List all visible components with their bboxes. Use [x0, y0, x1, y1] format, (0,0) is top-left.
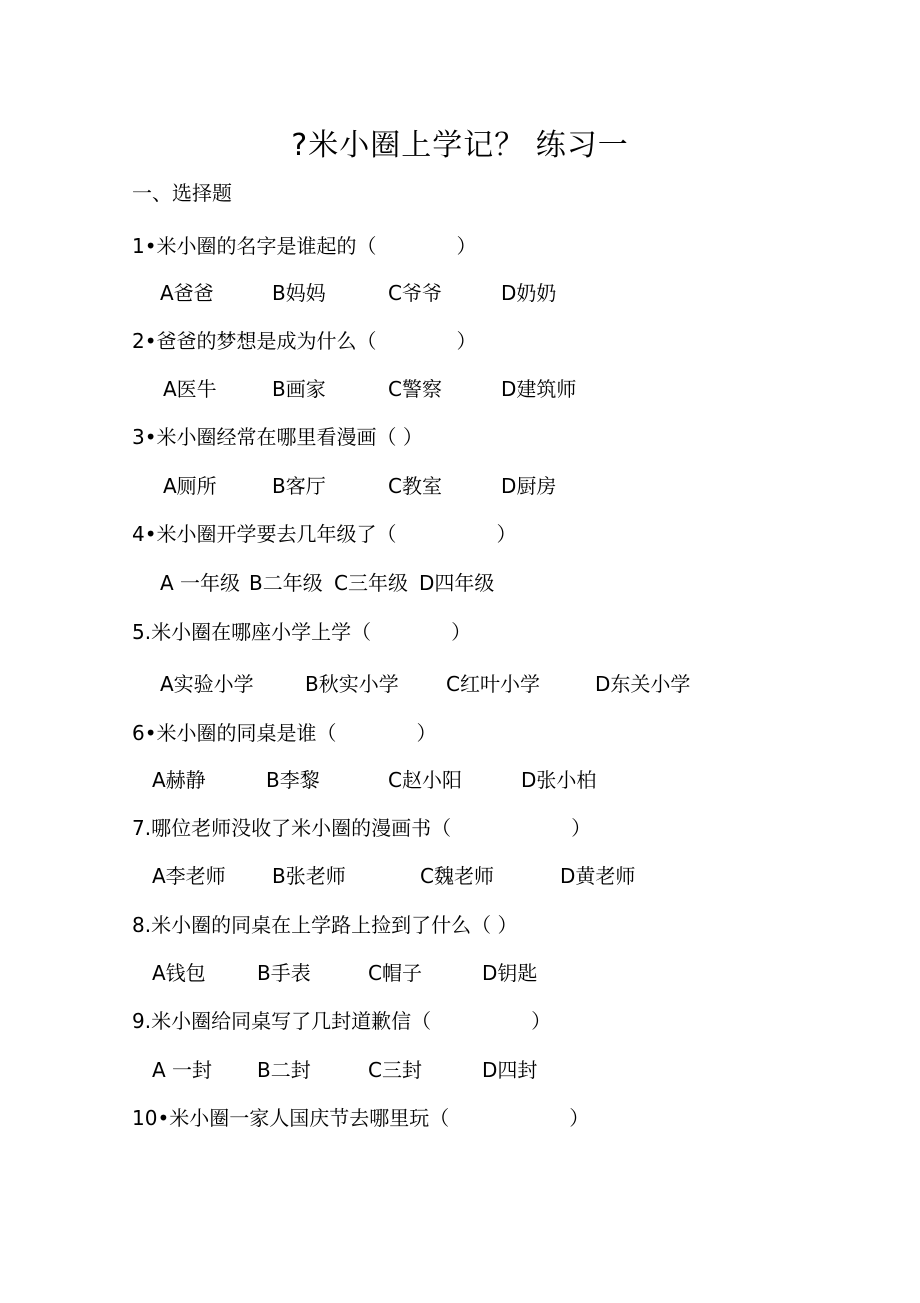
question-3-option-a: A厕所: [163, 474, 217, 498]
question-6-option-b: B李黎: [266, 768, 320, 792]
question-6-option-c: C赵小阳: [388, 768, 462, 792]
question-5-option-b: B秋实小学: [305, 672, 399, 696]
question-1-option-c: C爷爷: [388, 281, 442, 305]
question-5: 5.米小圈在哪座小学上学（ ）: [132, 620, 472, 644]
question-6-option-d: D张小柏: [521, 768, 597, 792]
question-10: 10•米小圈一家人国庆节去哪里玩（ ）: [132, 1106, 590, 1130]
question-8-option-a: A钱包: [152, 961, 206, 985]
question-5-option-c: C红叶小学: [446, 672, 540, 696]
question-2-option-b: B画家: [272, 377, 326, 401]
question-5-option-d: D东关小学: [595, 672, 691, 696]
question-4-option-c: C三年级: [334, 571, 408, 595]
question-3-option-c: C教室: [388, 474, 442, 498]
question-1: 1•米小圈的名字是谁起的（ ）: [132, 234, 477, 258]
question-9-option-c: C三封: [368, 1058, 422, 1082]
question-3: 3•米小圈经常在哪里看漫画（ ）: [132, 425, 423, 449]
question-5-option-a: A实验小学: [160, 672, 254, 696]
question-6-option-a: A赫静: [152, 768, 206, 792]
question-1-option-b: B妈妈: [272, 281, 326, 305]
question-9-option-b: B二封: [257, 1058, 311, 1082]
question-3-option-d: D厨房: [501, 474, 557, 498]
question-7-option-c: C魏老师: [420, 864, 494, 888]
question-8-option-c: C帽子: [368, 961, 422, 985]
question-9: 9.米小圈给同桌写了几封道歉信（ ）: [132, 1009, 552, 1033]
question-7-option-d: D黄老师: [560, 864, 636, 888]
question-4: 4•米小圈开学要去几年级了（ ）: [132, 522, 517, 546]
question-4-option-a: A 一年级: [160, 571, 241, 595]
page-title: ?米小圈上学记？ 练习一: [291, 128, 629, 163]
question-3-option-b: B客厅: [272, 474, 326, 498]
question-8-option-b: B手表: [257, 961, 311, 985]
question-4-option-b: B二年级: [249, 571, 323, 595]
question-1-option-a: A爸爸: [160, 281, 214, 305]
question-4-option-d: D四年级: [419, 571, 495, 595]
question-8-option-d: D钥匙: [482, 961, 538, 985]
question-9-option-d: D四封: [482, 1058, 538, 1082]
question-9-option-a: A 一封: [152, 1058, 213, 1082]
section-heading: 一、选择题: [132, 181, 232, 205]
question-2-option-a: A医牛: [163, 377, 217, 401]
question-6: 6•米小圈的同桌是谁（ ）: [132, 721, 437, 745]
question-1-option-d: D奶奶: [501, 281, 557, 305]
question-7: 7.哪位老师没收了米小圈的漫画书（ ）: [132, 816, 592, 840]
question-8: 8.米小圈的同桌在上学路上捡到了什么（ ）: [132, 913, 518, 937]
question-2: 2•爸爸的梦想是成为什么（ ）: [132, 329, 477, 353]
question-7-option-b: B张老师: [272, 864, 346, 888]
question-7-option-a: A李老师: [152, 864, 226, 888]
question-2-option-d: D建筑师: [501, 377, 577, 401]
question-2-option-c: C警察: [388, 377, 442, 401]
